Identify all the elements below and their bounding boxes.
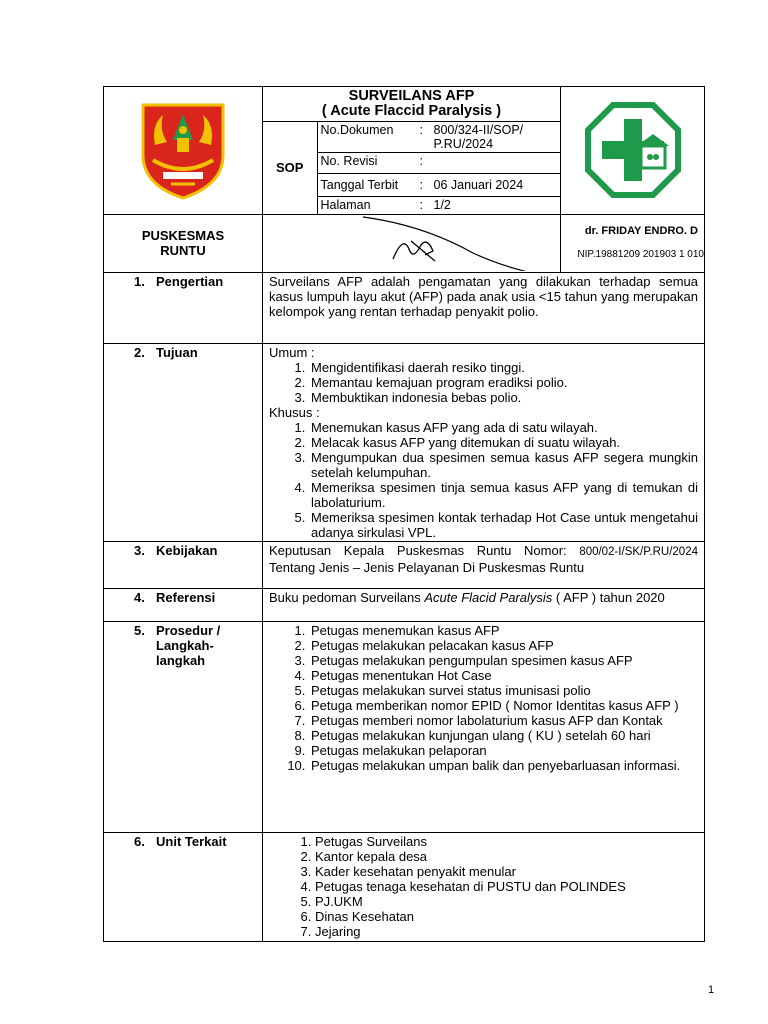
sop-table bbox=[103, 86, 705, 942]
referensi-text-c: ( AFP ) tahun 2020 bbox=[552, 589, 665, 605]
list-item: 2. Kantor kepala desa bbox=[315, 849, 698, 864]
section-title: Prosedur / bbox=[156, 622, 221, 638]
list-item: 1. Petugas menemukan kasus AFP bbox=[309, 623, 698, 638]
list-item: 4. Petugas menentukan Hot Case bbox=[309, 668, 698, 683]
sop-label: SOP bbox=[263, 122, 317, 214]
referensi-text-a: Buku pedoman Surveilans bbox=[269, 589, 425, 605]
section-label-tujuan bbox=[104, 343, 263, 541]
page-number: 1 bbox=[708, 984, 715, 996]
section-label-kebijakan bbox=[104, 541, 263, 588]
list-item: 4. Memeriksa spesimen tinja semua kasus AFP yang di temukan di labolaturium. bbox=[309, 480, 698, 510]
section-title: Tujuan bbox=[156, 344, 198, 360]
section-title-line3: langkah bbox=[156, 652, 206, 668]
meta-value-nodok: 800/324-II/SOP/ P.RU/2024 bbox=[431, 122, 561, 153]
meta-value-halaman: 1/2 bbox=[433, 198, 451, 212]
list-item: 2. Melacak kasus AFP yang ditemukan di suatu wilayah. bbox=[309, 435, 698, 450]
header-title-cell bbox=[263, 87, 561, 215]
handwritten-signature-icon bbox=[363, 215, 543, 271]
meta-label: Tanggal Terbit bbox=[318, 174, 417, 197]
meta-label: No.Dokumen bbox=[318, 122, 417, 153]
doc-title-line1: SURVEILANS AFP bbox=[348, 88, 475, 104]
doc-title-line2: ( Acute Flaccid Paralysis ) bbox=[321, 103, 502, 119]
list-item: 6. Petuga memberikan nomor EPID ( Nomor Identitas kasus AFP ) bbox=[309, 698, 698, 713]
list-item: 3. Kader kesehatan penyakit menular bbox=[315, 864, 698, 879]
section-title: Referensi bbox=[156, 589, 216, 605]
unit-terkait-content bbox=[263, 832, 705, 941]
section-number: 1. bbox=[134, 273, 145, 289]
section-label-pengertian bbox=[104, 272, 263, 343]
signature-cell bbox=[263, 214, 561, 272]
sop-document bbox=[103, 86, 704, 942]
list-item: 2. Memantau kemajuan program eradiksi polio. bbox=[309, 375, 698, 390]
list-item: 3. Petugas melakukan pengumpulan spesimen kasus AFP bbox=[309, 653, 698, 668]
tujuan-content bbox=[263, 343, 705, 541]
list-item: 10. Petugas melakukan umpan balik dan penyebarluasan informasi. bbox=[309, 758, 698, 773]
puskesmas-logo-cell bbox=[561, 87, 705, 215]
kebijakan-text bbox=[263, 541, 705, 588]
tujuan-khusus-label: Khusus : bbox=[269, 404, 320, 420]
list-item: 4. Petugas tenaga kesehatan di PUSTU dan POLINDES bbox=[315, 879, 698, 894]
tujuan-khusus-list bbox=[309, 420, 698, 540]
meta-sep: : bbox=[417, 153, 431, 174]
list-item: 3. Membuktikan indonesia bebas polio. bbox=[309, 390, 698, 405]
puskesmas-name-line2: RUNTU bbox=[160, 243, 206, 258]
prosedur-content bbox=[263, 621, 705, 832]
list-item: 7. Jejaring bbox=[315, 924, 698, 939]
list-item: 1. Mengidentifikasi daerah resiko tinggi. bbox=[309, 360, 698, 375]
list-item: 3. Mengumpukan dua spesimen semua kasus AFP segera mungkin setelah kelumpuhan. bbox=[309, 450, 698, 480]
meta-sep: : bbox=[417, 174, 431, 197]
list-item: 5. Memeriksa spesimen kontak terhadap Hot Case untuk mengetahui adanya sirkulasi VPL. bbox=[309, 510, 698, 540]
meta-sep: : bbox=[419, 198, 423, 212]
meta-sep: : bbox=[417, 122, 431, 153]
list-item: 1. Menemukan kasus AFP yang ada di satu wilayah. bbox=[309, 420, 698, 435]
signatory-cell bbox=[561, 214, 705, 272]
section-title-line2: Langkah- bbox=[156, 637, 214, 653]
section-title: Kebijakan bbox=[156, 542, 218, 558]
puskesmas-name-cell bbox=[104, 214, 263, 272]
section-number: 6. bbox=[134, 833, 145, 849]
section-title: Pengertian bbox=[156, 273, 224, 289]
puskesmas-logo-icon bbox=[584, 101, 682, 199]
doc-meta-table bbox=[318, 122, 561, 214]
list-item: 5. Petugas melakukan survei status imunisasi polio bbox=[309, 683, 698, 698]
list-item: 5. PJ.UKM bbox=[315, 894, 698, 909]
referensi-title-italic: Acute Flacid Paralysis bbox=[424, 589, 553, 605]
tujuan-umum-label: Umum : bbox=[269, 344, 315, 360]
signatory-name: dr. FRIDAY ENDRO. D bbox=[584, 225, 698, 237]
prosedur-list bbox=[309, 623, 698, 773]
section-label-referensi bbox=[104, 588, 263, 621]
signatory-nip: NIP.19881209 201903 1 010 bbox=[577, 249, 704, 260]
tujuan-umum-list bbox=[309, 360, 698, 405]
section-number: 4. bbox=[134, 589, 145, 605]
section-number: 2. bbox=[134, 344, 145, 360]
puskesmas-name-line1: PUSKESMAS bbox=[141, 228, 225, 243]
referensi-text bbox=[263, 588, 705, 621]
section-label-prosedur bbox=[104, 621, 263, 832]
pengertian-text: Surveilans AFP adalah pengamatan yang dilakukan terhadap semua kasus lumpuh layu akut (AFP) pada anak usia <15 tahun yang merupakan kelompok yang rentan terhadap penyakit polio. bbox=[263, 272, 705, 343]
list-item: 7. Petugas memberi nomor labolaturium kasus AFP dan Kontak bbox=[309, 713, 698, 728]
meta-label: Halaman bbox=[320, 198, 371, 212]
kebijakan-text-a: Keputusan Kepala Puskesmas Runtu Nomor: bbox=[269, 542, 567, 558]
kebijakan-text-c: Tentang Jenis – Jenis Pelayanan Di Puskesmas Runtu bbox=[269, 559, 585, 575]
section-number: 5. bbox=[134, 622, 145, 638]
list-item: 6. Dinas Kesehatan bbox=[315, 909, 698, 924]
meta-value-revisi bbox=[431, 153, 561, 174]
regency-emblem-icon bbox=[133, 100, 233, 200]
regency-logo-cell bbox=[104, 87, 263, 215]
section-title: Unit Terkait bbox=[156, 833, 227, 849]
meta-value-tanggal: 06 Januari 2024 bbox=[431, 174, 561, 197]
section-number: 3. bbox=[134, 542, 145, 558]
list-item: 9. Petugas melakukan pelaporan bbox=[309, 743, 698, 758]
list-item: 1. Petugas Surveilans bbox=[315, 834, 698, 849]
list-item: 2. Petugas melakukan pelacakan kasus AFP bbox=[309, 638, 698, 653]
list-item: 8. Petugas melakukan kunjungan ulang ( KU ) setelah 60 hari bbox=[309, 728, 698, 743]
kebijakan-decree-number: 800/02-I/SK/P.RU/2024 bbox=[579, 545, 698, 558]
meta-label: No. Revisi bbox=[318, 153, 417, 174]
unit-terkait-list bbox=[315, 834, 698, 939]
section-label-unit-terkait bbox=[104, 832, 263, 941]
